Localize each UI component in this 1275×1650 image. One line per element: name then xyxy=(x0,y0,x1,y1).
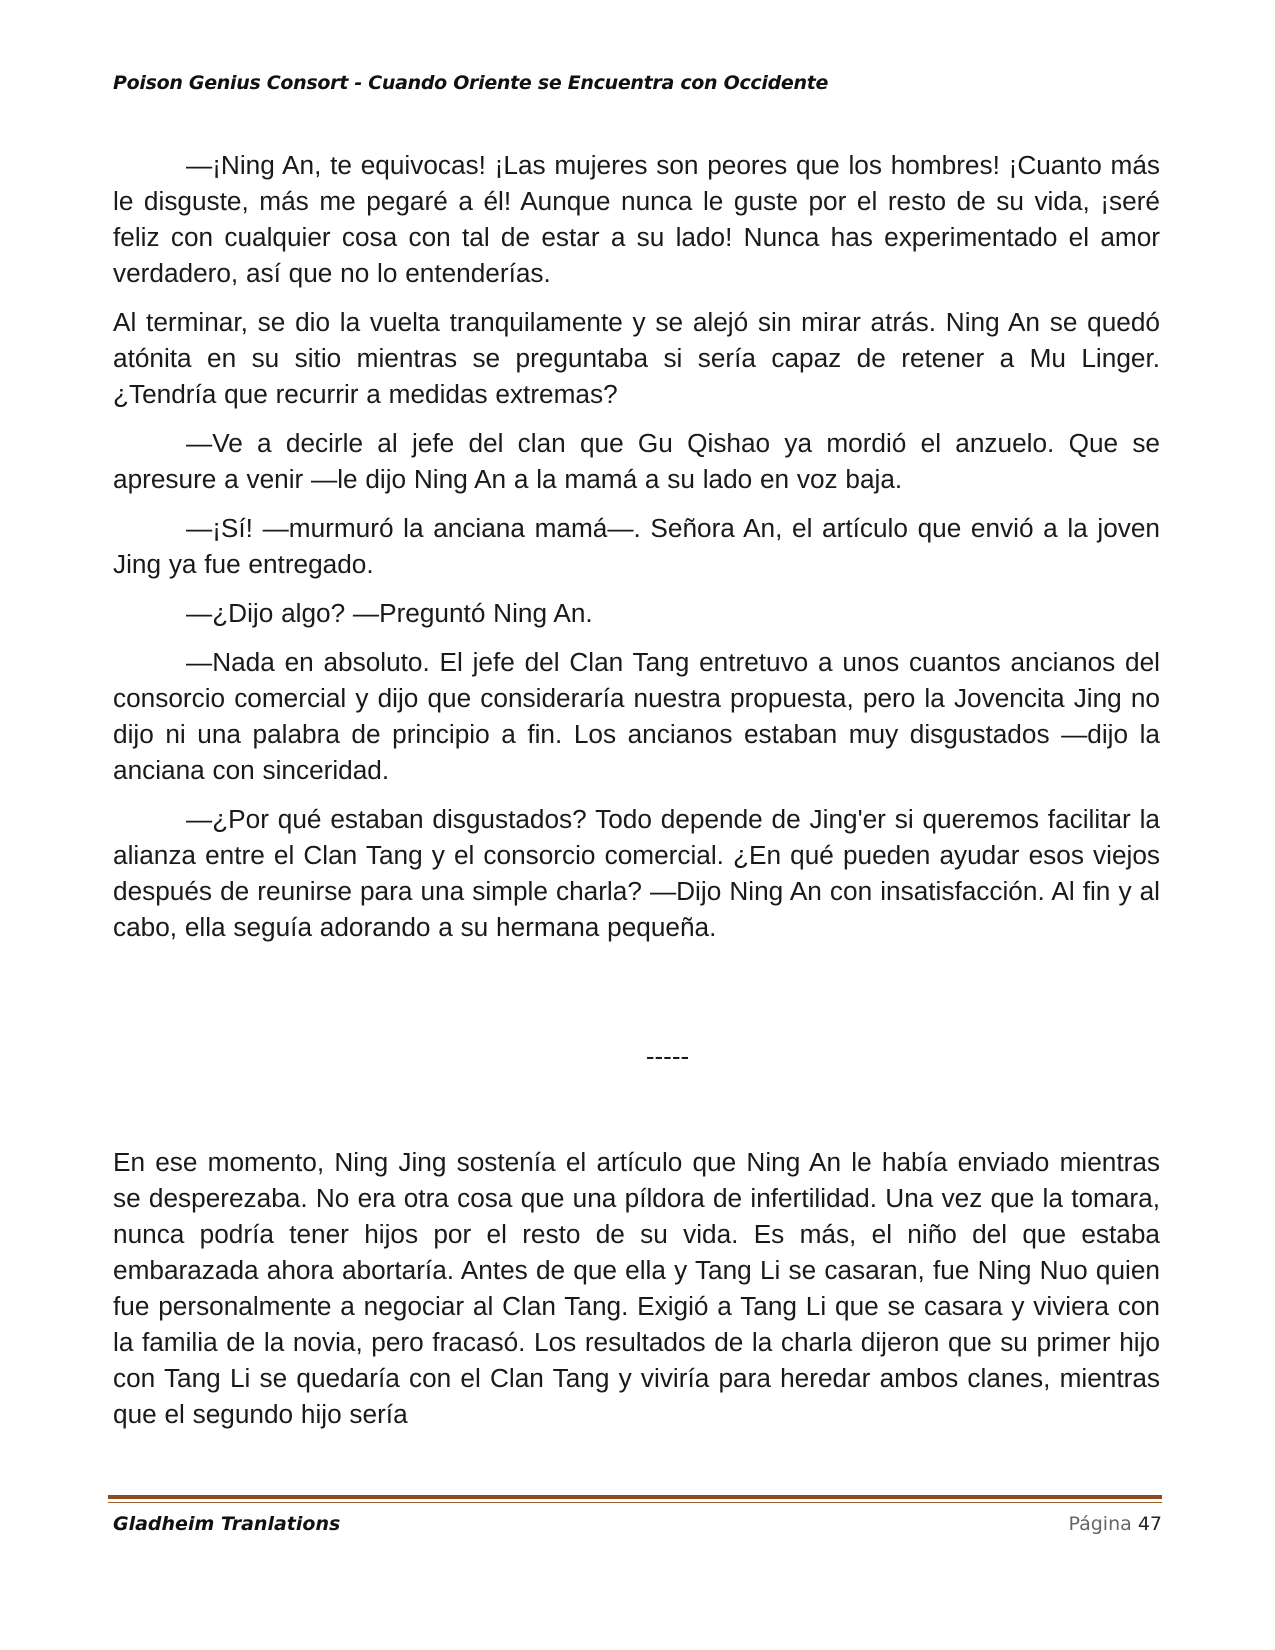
paragraph: En ese momento, Ning Jing sostenía el artículo que Ning An le había enviado mientras se desperezaba. No era otra cosa que una píldora de infertilidad. Una vez que la tomara, nunca podría tener hijos por el resto de su vida. Es más, el niño del que estaba embarazada ahora abortaría. Antes de que ella y Tang Li se casaran, fue Ning Nuo quien fue personalmente a negociar al Clan Tang. Exigió a Tang Li que se casara y viviera con la familia de la novia, pero fracasó. Los resultados de la charla dijeron que su primer hijo con Tang Li se quedaría con el Clan Tang y viviría para heredar ambos clanes, mientras que el segundo hijo sería xyxy=(113,1147,1160,1429)
footer-rule-thin xyxy=(108,1502,1162,1503)
paragraph: —¡Sí! —murmuró la anciana mamá—. Señora An, el artículo que envió a la joven Jing ya fue entregado. xyxy=(113,513,1160,579)
footer-translator: Gladheim Tranlations xyxy=(113,1513,341,1535)
page-header-title: Poison Genius Consort - Cuando Oriente se Encuentra con Occidente xyxy=(113,72,829,94)
paragraph: —¡Ning An, te equivocas! ¡Las mujeres son peores que los hombres! ¡Cuanto más le disguste, más me pegaré a él! Aunque nunca le guste por el resto de su vida, ¡seré feliz con cualquier cosa con tal de estar a su lado! Nunca has experimentado el amor verdadero, así que no lo entenderías. xyxy=(113,150,1160,288)
page-number: 47 xyxy=(1137,1513,1162,1535)
main-text-continued xyxy=(113,1144,1160,1445)
scene-separator: ----- xyxy=(645,1041,690,1071)
paragraph: —¿Dijo algo? —Preguntó Ning An. xyxy=(186,598,593,628)
main-text xyxy=(113,147,1160,958)
paragraph: Al terminar, se dio la vuelta tranquilamente y se alejó sin mirar atrás. Ning An se quedó atónita en su sitio mientras se preguntaba si sería capaz de retener a Mu Linger. ¿Tendría que recurrir a medidas extremas? xyxy=(113,307,1160,409)
page-label: Página xyxy=(1068,1513,1132,1535)
page-number-block xyxy=(1068,1513,1162,1535)
footer-rule xyxy=(108,1495,1162,1499)
paragraph: —Nada en absoluto. El jefe del Clan Tang entretuvo a unos cuantos ancianos del consorcio comercial y dijo que consideraría nuestra propuesta, pero la Jovencita Jing no dijo ni una palabra de principio a fin. Los ancianos estaban muy disgustados —dijo la anciana con sinceridad. xyxy=(113,647,1160,785)
paragraph: —Ve a decirle al jefe del clan que Gu Qishao ya mordió el anzuelo. Que se apresure a venir —le dijo Ning An a la mamá a su lado en voz baja. xyxy=(113,428,1160,494)
paragraph: —¿Por qué estaban disgustados? Todo depende de Jing'er si queremos facilitar la alianza entre el Clan Tang y el consorcio comercial. ¿En qué pueden ayudar esos viejos después de reunirse para una simple charla? —Dijo Ning An con insatisfacción. Al fin y al cabo, ella seguía adorando a su hermana pequeña. xyxy=(113,804,1160,942)
